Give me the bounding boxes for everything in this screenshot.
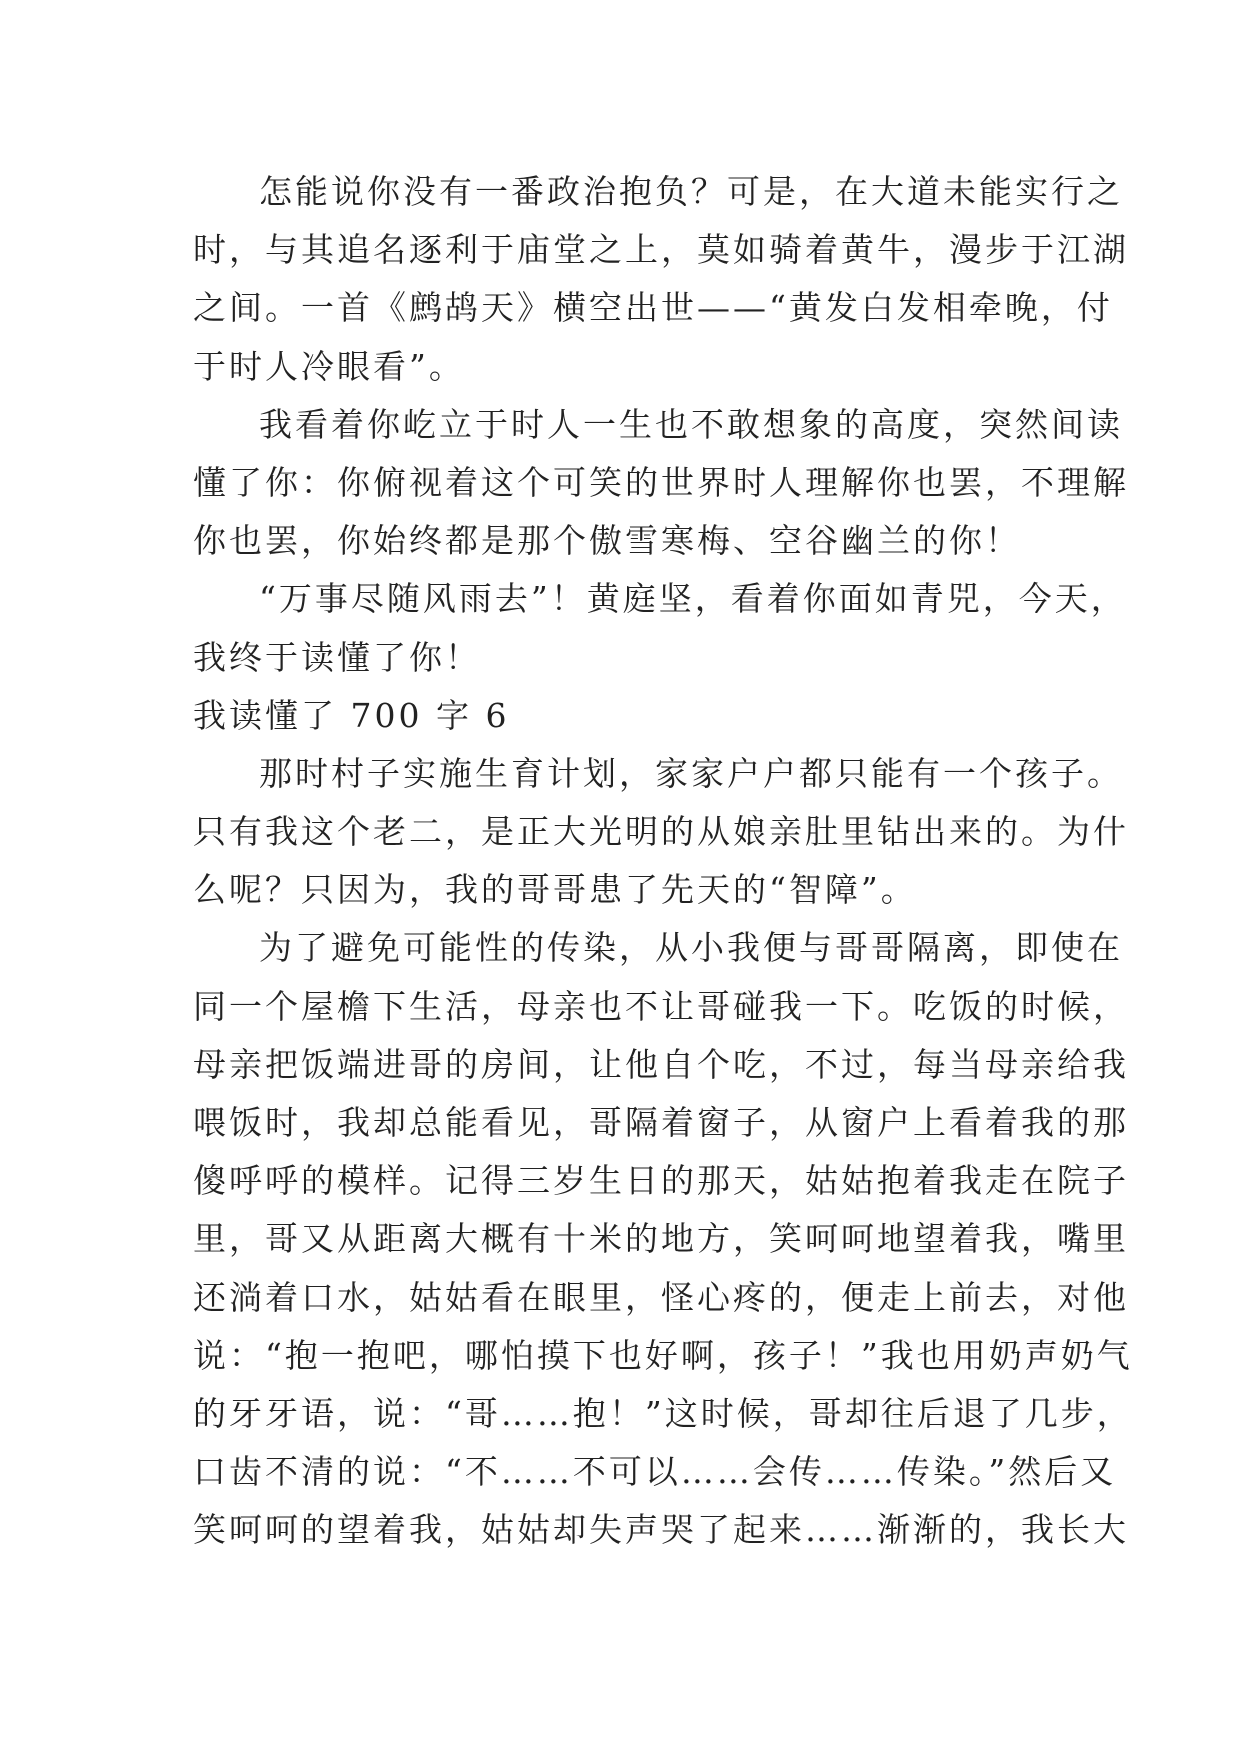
text-line: 笑呵呵的望着我，姑姑却失声哭了起来……渐渐的，我长大 (193, 1510, 1129, 1550)
text-line: 我看着你屹立于时人一生也不敢想象的高度，突然间读 (259, 404, 1123, 444)
text-line: 我终于读懂了你！ (193, 637, 481, 677)
document-body (193, 163, 1133, 1560)
text-line: 为了避免可能性的传染，从小我便与哥哥隔离，即使在 (259, 928, 1123, 968)
text-line: 母亲把饭端进哥的房间，让他自个吃，不过，每当母亲给我 (193, 1044, 1129, 1084)
text-line: 同一个屋檐下生活，母亲也不让哥碰我一下。吃饭的时候， (193, 986, 1129, 1026)
text-line: 懂了你：你俯视着这个可笑的世界时人理解你也罢，不理解 (193, 462, 1129, 502)
text-line: 于时人冷眼看”。 (193, 346, 465, 386)
text-line: 还淌着口水，姑姑看在眼里，怪心疼的，便走上前去，对他 (193, 1277, 1129, 1317)
text-line: “万事尽随风雨去”！黄庭坚，看着你面如青兕，今天， (259, 579, 1127, 619)
text-line: 怎能说你没有一番政治抱负？可是，在大道未能实行之 (259, 172, 1123, 211)
text-line: 说：“抱一抱吧，哪怕摸下也好啊，孩子！”我也用奶声奶气 (193, 1335, 1133, 1375)
text-line: 傻呼呼的模样。记得三岁生日的那天，姑姑抱着我走在院子 (193, 1161, 1129, 1201)
text-line: 时，与其追名逐利于庙堂之上，莫如骑着黄牛，漫步于江湖 (193, 230, 1129, 270)
text-line: 喂饭时，我却总能看见，哥隔着窗子，从窗户上看着我的那 (193, 1103, 1129, 1142)
text-line: 之间。一首《鹧鸪天》横空出世——“黄发白发相牵晚，付 (193, 288, 1113, 328)
text-line: 里，哥又从距离大概有十米的地方，笑呵呵地望着我，嘴里 (193, 1219, 1129, 1259)
text-line: 只有我这个老二，是正大光明的从娘亲肚里钻出来的。为什 (193, 812, 1129, 852)
text-line: 那时村子实施生育计划，家家户户都只能有一个孩子。 (259, 753, 1123, 793)
text-line: 口齿不清的说：“不……不可以……会传……传染。”然后又 (193, 1452, 1117, 1492)
text-line: 么呢？只因为，我的哥哥患了先天的“智障”。 (193, 870, 917, 910)
text-line: 的牙牙语，说：“哥……抱！”这时候，哥却往后退了几步， (193, 1393, 1133, 1433)
text-line: 我读懂了 700 字 6 (193, 695, 510, 735)
text-line: 你也罢，你始终都是那个傲雪寒梅、空谷幽兰的你！ (193, 521, 1021, 561)
